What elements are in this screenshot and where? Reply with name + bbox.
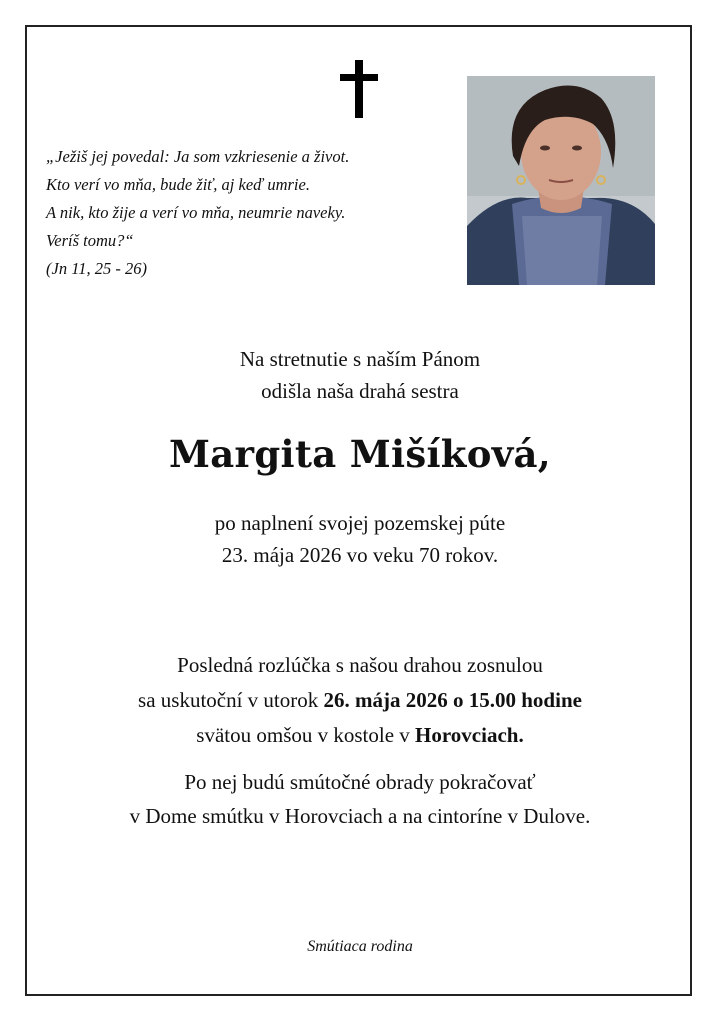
quote-line: A nik, kto žije a verí vo mňa, neumrie naveky.: [46, 203, 346, 222]
quote-line: „Ježiš jej povedal: Ja som vzkriesenie a život.: [46, 147, 350, 166]
death-line: po naplnení svojej pozemskej púte: [214, 511, 506, 535]
ceremony-line: Po nej budú smútočné obrady pokračovať: [184, 770, 536, 794]
death-date-line: 23. mája 2026 vo veku 70 rokov.: [221, 543, 499, 567]
death-info: [30, 507, 690, 571]
intro-text: [30, 343, 690, 407]
funeral-line: Posledná rozlúčka s našou drahou zosnulou: [177, 653, 543, 677]
ceremony-line: v Dome smútku v Horovciach a na cintoríne v Dulove.: [129, 804, 591, 828]
ceremony-info: [30, 765, 690, 833]
portrait-photo: [467, 76, 655, 285]
cross-icon: [340, 60, 380, 120]
signature: Smútiaca rodina: [307, 938, 413, 955]
funeral-place-line: svätou omšou v kostole v Horovciach.: [196, 723, 524, 747]
quote-line: Kto verí vo mňa, bude žiť, aj keď umrie.: [46, 175, 310, 194]
bible-quote: [46, 143, 446, 283]
intro-line: Na stretnutie s naším Pánom: [239, 347, 481, 371]
deceased-name: Margita Mišíková,: [169, 432, 551, 476]
quote-line: Veríš tomu?“: [46, 231, 134, 250]
intro-line: odišla naša drahá sestra: [261, 379, 459, 403]
funeral-info: [30, 648, 690, 753]
funeral-date-line: sa uskutoční v utorok 26. mája 2026 o 15.00 hodine: [138, 688, 582, 712]
funeral-datetime: 26. mája 2026 o 15.00 hodine: [323, 688, 582, 712]
funeral-place: Horovciach.: [415, 723, 524, 747]
quote-reference: (Jn 11, 25 - 26): [46, 259, 147, 278]
